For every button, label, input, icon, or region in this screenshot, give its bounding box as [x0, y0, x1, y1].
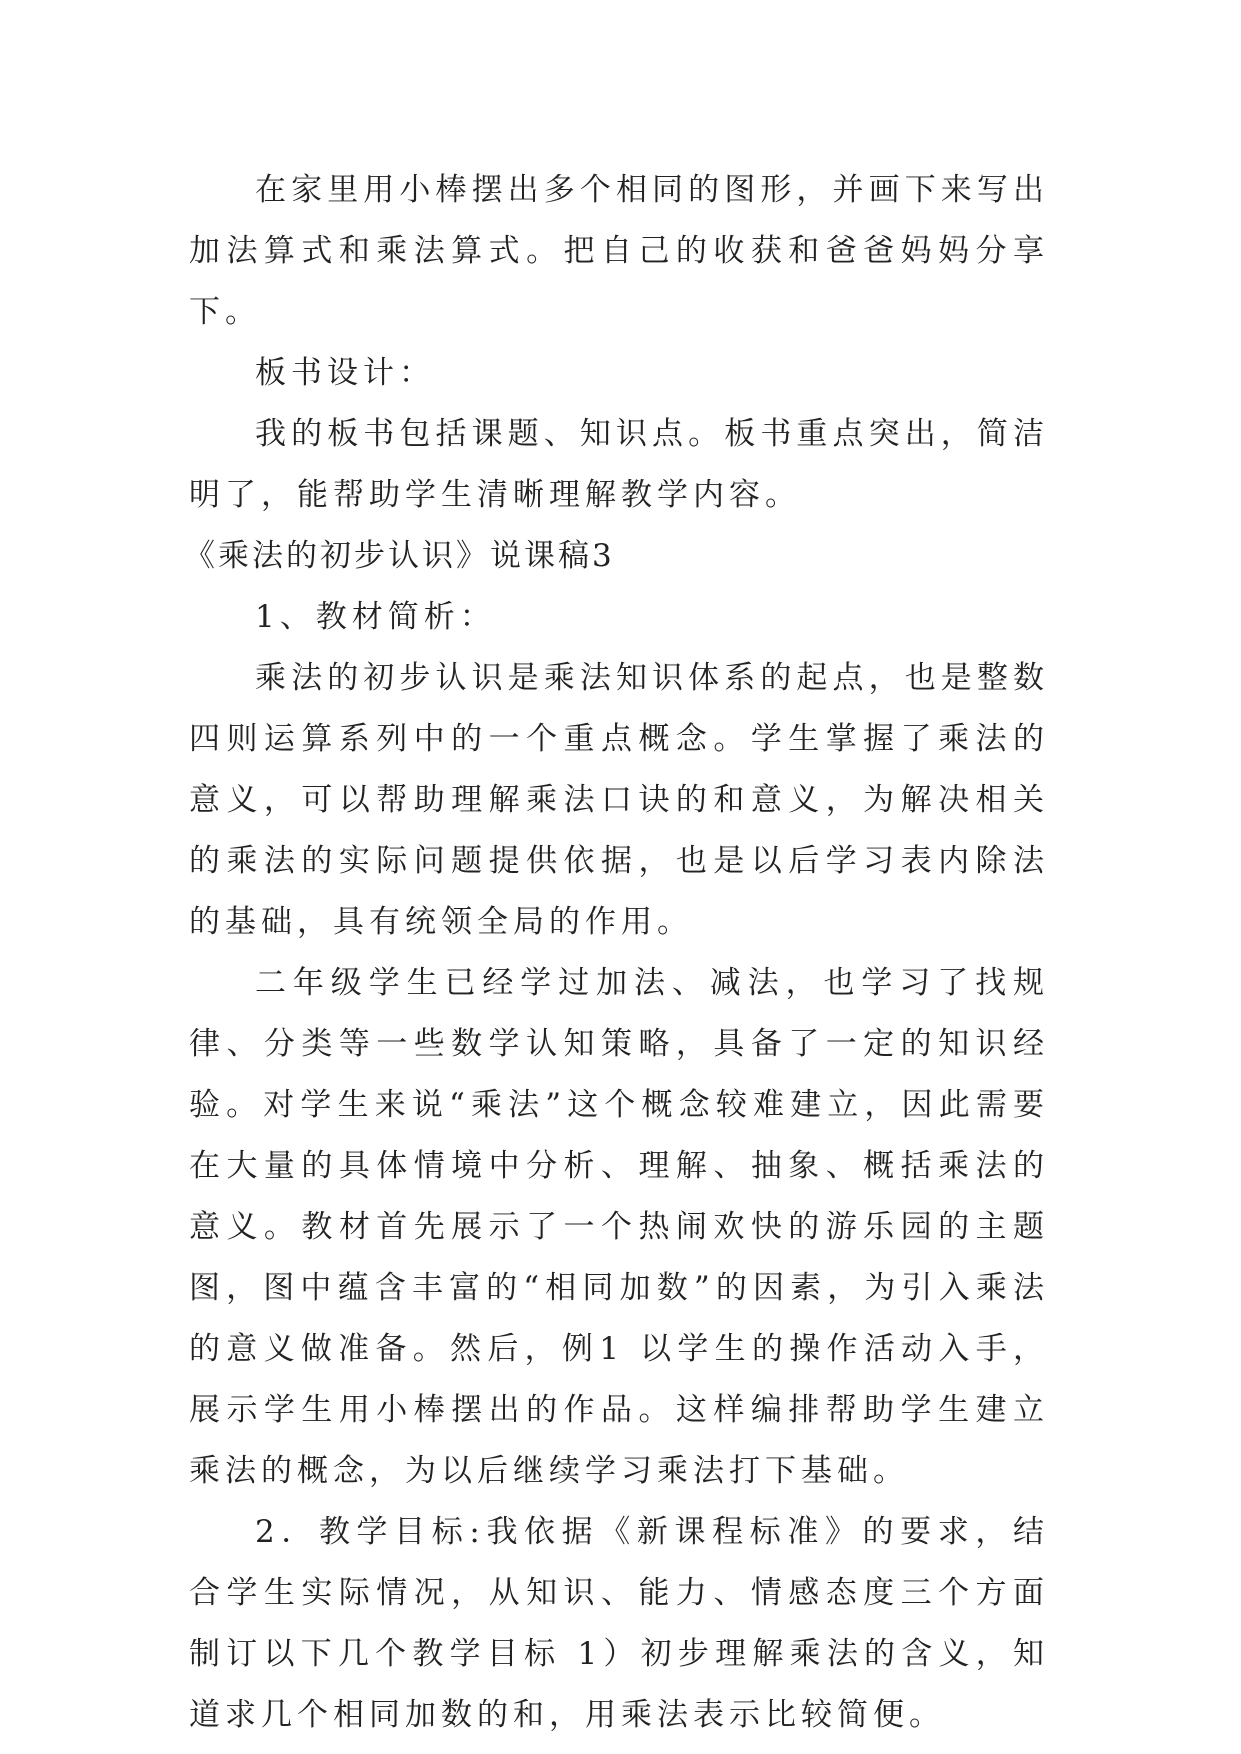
textbook-analysis-heading: 1、教材简析：: [255, 599, 496, 635]
section-title: 《乘法的初步认识》说课稿3: [184, 538, 615, 574]
board-design-heading: 板书设计：: [255, 355, 435, 391]
textbook-analysis-paragraph: 乘法的初步认识是乘法知识体系的起点，也是整数四则运算系列中的一个重点概念。学生掌握了乘法的意义，可以帮助理解乘法口诀的和意义，为解决相关的乘法的实际问题提供依据，也是以后学习表内除法的基础，具有统领全局的作用。: [189, 660, 1049, 940]
homework-paragraph: 在家里用小棒摆出多个相同的图形，并画下来写出加法算式和乘法算式。把自己的收获和爸爸妈妈分享下。: [189, 172, 1049, 330]
board-design-paragraph: 我的板书包括课题、知识点。板书重点突出，简洁明了，能帮助学生清晰理解教学内容。: [189, 416, 1049, 513]
document-body: [184, 160, 1049, 1746]
teaching-goals-paragraph: 2．教学目标:我依据《新课程标准》的要求，结合学生实际情况，从知识、能力、情感态度三个方面制订以下几个教学目标 1）初步理解乘法的含义，知道求几个相同加数的和，用乘法表示比较简便。: [189, 1514, 1049, 1733]
student-analysis-paragraph: 二年级学生已经学过加法、减法，也学习了找规律、分类等一些数学认知策略，具备了一定的知识经验。对学生来说“乘法”这个概念较难建立，因此需要在大量的具体情境中分析、理解、抽象、概括乘法的意义。教材首先展示了一个热闹欢快的游乐园的主题图，图中蕴含丰富的“相同加数”的因素，为引入乘法的意义做准备。然后，例1 以学生的操作活动入手，展示学生用小棒摆出的作品。这样编排帮助学生建立乘法的概念，为以后继续学习乘法打下基础。: [189, 965, 1049, 1489]
